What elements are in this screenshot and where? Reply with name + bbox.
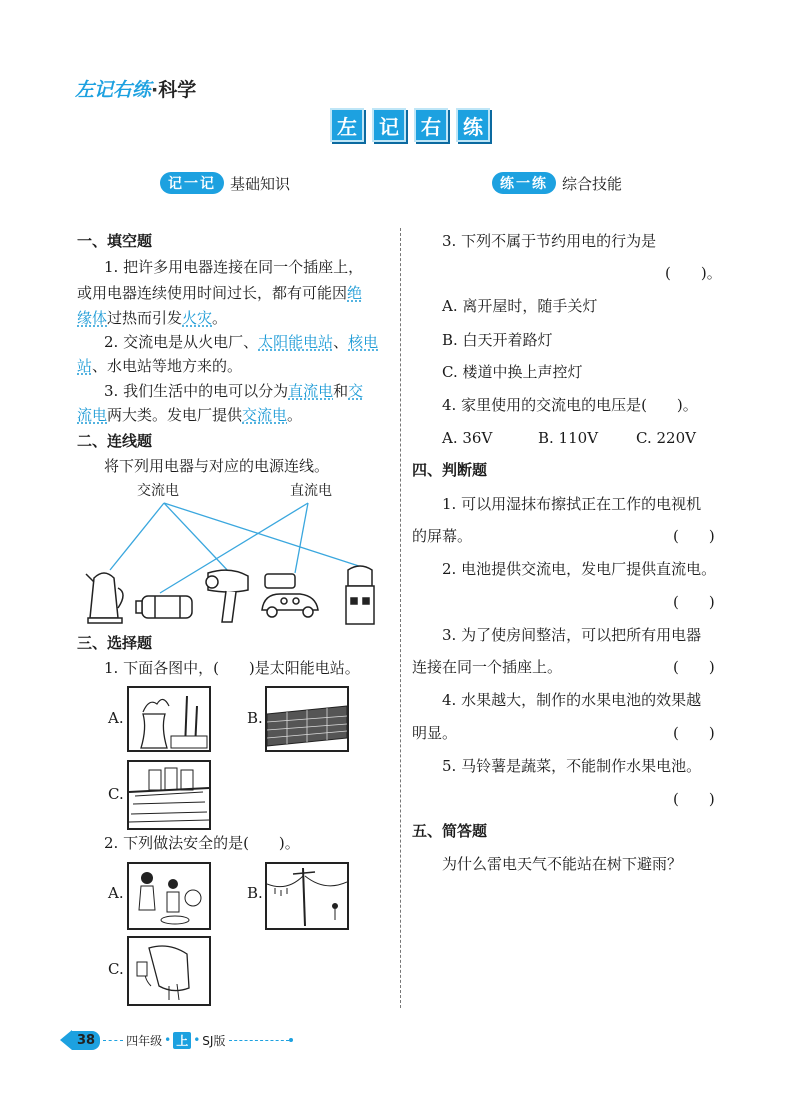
choice-3-option-c: C. 楼道中换上声控灯 xyxy=(442,363,583,381)
answer-paren: ( ) xyxy=(673,658,715,676)
right-section-badge: 练一练 xyxy=(492,172,556,194)
page-number: 38 xyxy=(72,1031,100,1050)
answer-paren: ( ) xyxy=(673,724,715,742)
option2-image-a xyxy=(127,862,211,930)
page-footer xyxy=(60,1030,293,1050)
choice-question-4: 4. 家里使用的交流电的电压是( )。 xyxy=(442,396,698,414)
option2-label-a: A. xyxy=(108,884,124,902)
edition-label: SJ版 xyxy=(202,1033,226,1048)
answer-paren: ( ) xyxy=(673,527,715,545)
judge-item-1-cont: 的屏幕。 xyxy=(412,527,473,545)
judge-item-4-cont: 明显。 xyxy=(412,724,458,742)
text: 、水电站等地方来的。 xyxy=(92,357,243,375)
choice-4-option-a: A. 36V xyxy=(442,429,493,447)
fill-blank-line xyxy=(77,359,242,374)
text: 2. 交流电是从火电厂、 xyxy=(104,333,259,351)
text: 两大类。发电厂提供 xyxy=(107,406,243,424)
hydro-dam-icon xyxy=(129,762,209,828)
hand-cloth-icon xyxy=(129,938,209,1004)
choice-question-3: 3. 下列不属于节约用电的行为是 xyxy=(442,232,657,250)
column-divider xyxy=(400,228,401,1008)
option2-image-b xyxy=(265,862,349,930)
right-section-title: 综合技能 xyxy=(562,174,623,193)
right-section-header xyxy=(492,172,622,194)
title-tile: 练 xyxy=(456,108,490,142)
left-section-header xyxy=(160,172,290,194)
hair-dryer-icon xyxy=(206,570,248,622)
grade-label: 四年级 xyxy=(126,1033,163,1048)
footer-dot: • xyxy=(193,1033,201,1047)
short-answer-heading: 五、简答题 xyxy=(412,822,488,840)
matching-heading: 二、连线题 xyxy=(77,432,153,450)
choice-3-option-a: A. 离开屋时，随手关灯 xyxy=(442,297,598,315)
answer: 交 xyxy=(348,382,364,400)
option-image-a xyxy=(127,686,211,752)
brand-name: 左记右练 xyxy=(75,79,152,101)
text: 、 xyxy=(333,333,349,351)
left-arrow-icon xyxy=(60,1030,72,1050)
power-plant-icon xyxy=(129,688,209,750)
solar-panel-icon xyxy=(267,688,347,750)
answer: 缘体 xyxy=(77,309,108,327)
fill-blank-line xyxy=(104,335,378,350)
term-badge: 上 xyxy=(173,1032,191,1049)
toy-car-icon xyxy=(262,574,318,617)
fill-blank-heading: 一、填空题 xyxy=(77,232,153,250)
choice-question-1: 1. 下面各图中，( )是太阳能电站。 xyxy=(104,659,360,677)
answer-paren: ( ) xyxy=(673,593,715,611)
answer: 站 xyxy=(77,357,93,375)
judge-item-3: 3. 为了使房间整洁，可以把所有用电器 xyxy=(442,626,702,644)
kettle-icon xyxy=(86,573,123,623)
judge-item-3-cont: 连接在同一个插座上。 xyxy=(412,658,563,676)
brand-dot: · xyxy=(151,79,159,101)
option-image-c xyxy=(127,760,211,830)
left-section-badge: 记一记 xyxy=(160,172,224,194)
choice-heading: 三、选择题 xyxy=(77,634,153,652)
subject-name: 科学 xyxy=(158,79,197,101)
text: 和 xyxy=(333,382,349,400)
footer-end-dot xyxy=(289,1038,293,1042)
matching-instruction: 将下列用电器与对应的电源连线。 xyxy=(104,457,330,475)
option-label-a: A. xyxy=(108,709,124,727)
fill-blank-line xyxy=(77,408,302,423)
answer: 交流电 xyxy=(242,406,288,424)
option2-label-c: C. xyxy=(108,960,124,978)
answer: 直流电 xyxy=(288,382,334,400)
match-line xyxy=(295,503,308,573)
text: 或用电器连续使用时间过长，都有可能因 xyxy=(77,284,348,302)
judge-item-5: 5. 马铃薯是蔬菜，不能制作水果电池。 xyxy=(442,757,702,775)
text: 。 xyxy=(212,309,228,327)
title-tile: 左 xyxy=(330,108,364,142)
title-tile: 记 xyxy=(372,108,406,142)
answer: 绝 xyxy=(347,284,363,302)
page-title xyxy=(330,108,490,142)
fill-blank-line xyxy=(104,384,363,399)
fill-blank-line xyxy=(77,286,362,301)
judge-item-4: 4. 水果越大，制作的水果电池的效果越 xyxy=(442,691,702,709)
people-fan-icon xyxy=(129,864,209,928)
answer-paren: ( ) xyxy=(673,790,715,808)
option2-label-b: B. xyxy=(247,884,263,902)
option-image-b xyxy=(265,686,349,752)
brand-header xyxy=(75,75,196,102)
short-answer-question: 为什么雷电天气不能站在树下避雨？ xyxy=(442,855,683,873)
power-lines-icon xyxy=(267,864,347,928)
answer: 太阳能电站 xyxy=(258,333,334,351)
footer-rule xyxy=(103,1040,123,1041)
option-label-b: B. xyxy=(247,709,263,727)
text: 3. 我们生活中的电可以分为 xyxy=(104,382,289,400)
footer-dot: • xyxy=(164,1033,172,1047)
option-label-c: C. xyxy=(108,785,124,803)
left-section-title: 基础知识 xyxy=(230,174,291,193)
choice-3-option-b: B. 白天开着路灯 xyxy=(442,331,553,349)
judge-heading: 四、判断题 xyxy=(412,461,488,479)
choice-question-2: 2. 下列做法安全的是( )。 xyxy=(104,834,300,852)
option2-image-c xyxy=(127,936,211,1006)
answer: 流电 xyxy=(77,406,108,424)
matching-diagram xyxy=(80,498,390,628)
fill-blank-line xyxy=(77,311,227,326)
text: 。 xyxy=(287,406,303,424)
battery-icon xyxy=(136,596,192,618)
ac-label: 交流电 xyxy=(137,483,179,499)
water-dispenser-icon xyxy=(346,566,374,624)
answer: 核电 xyxy=(348,333,379,351)
judge-item-2: 2. 电池提供交流电，发电厂提供直流电。 xyxy=(442,560,717,578)
fill-blank-line: 1. 把许多用电器连接在同一个插座上， xyxy=(104,258,364,276)
answer: 火灾 xyxy=(182,309,213,327)
choice-4-option-b: B. 110V xyxy=(538,429,599,447)
title-tile: 右 xyxy=(414,108,448,142)
footer-rule xyxy=(229,1040,289,1041)
choice-4-option-c: C. 220V xyxy=(636,429,696,447)
text: 过热而引发 xyxy=(107,309,183,327)
dc-label: 直流电 xyxy=(290,483,332,499)
judge-item-1: 1. 可以用湿抹布擦拭正在工作的电视机 xyxy=(442,495,702,513)
answer-paren: ( )。 xyxy=(665,264,722,282)
match-line xyxy=(110,503,164,570)
